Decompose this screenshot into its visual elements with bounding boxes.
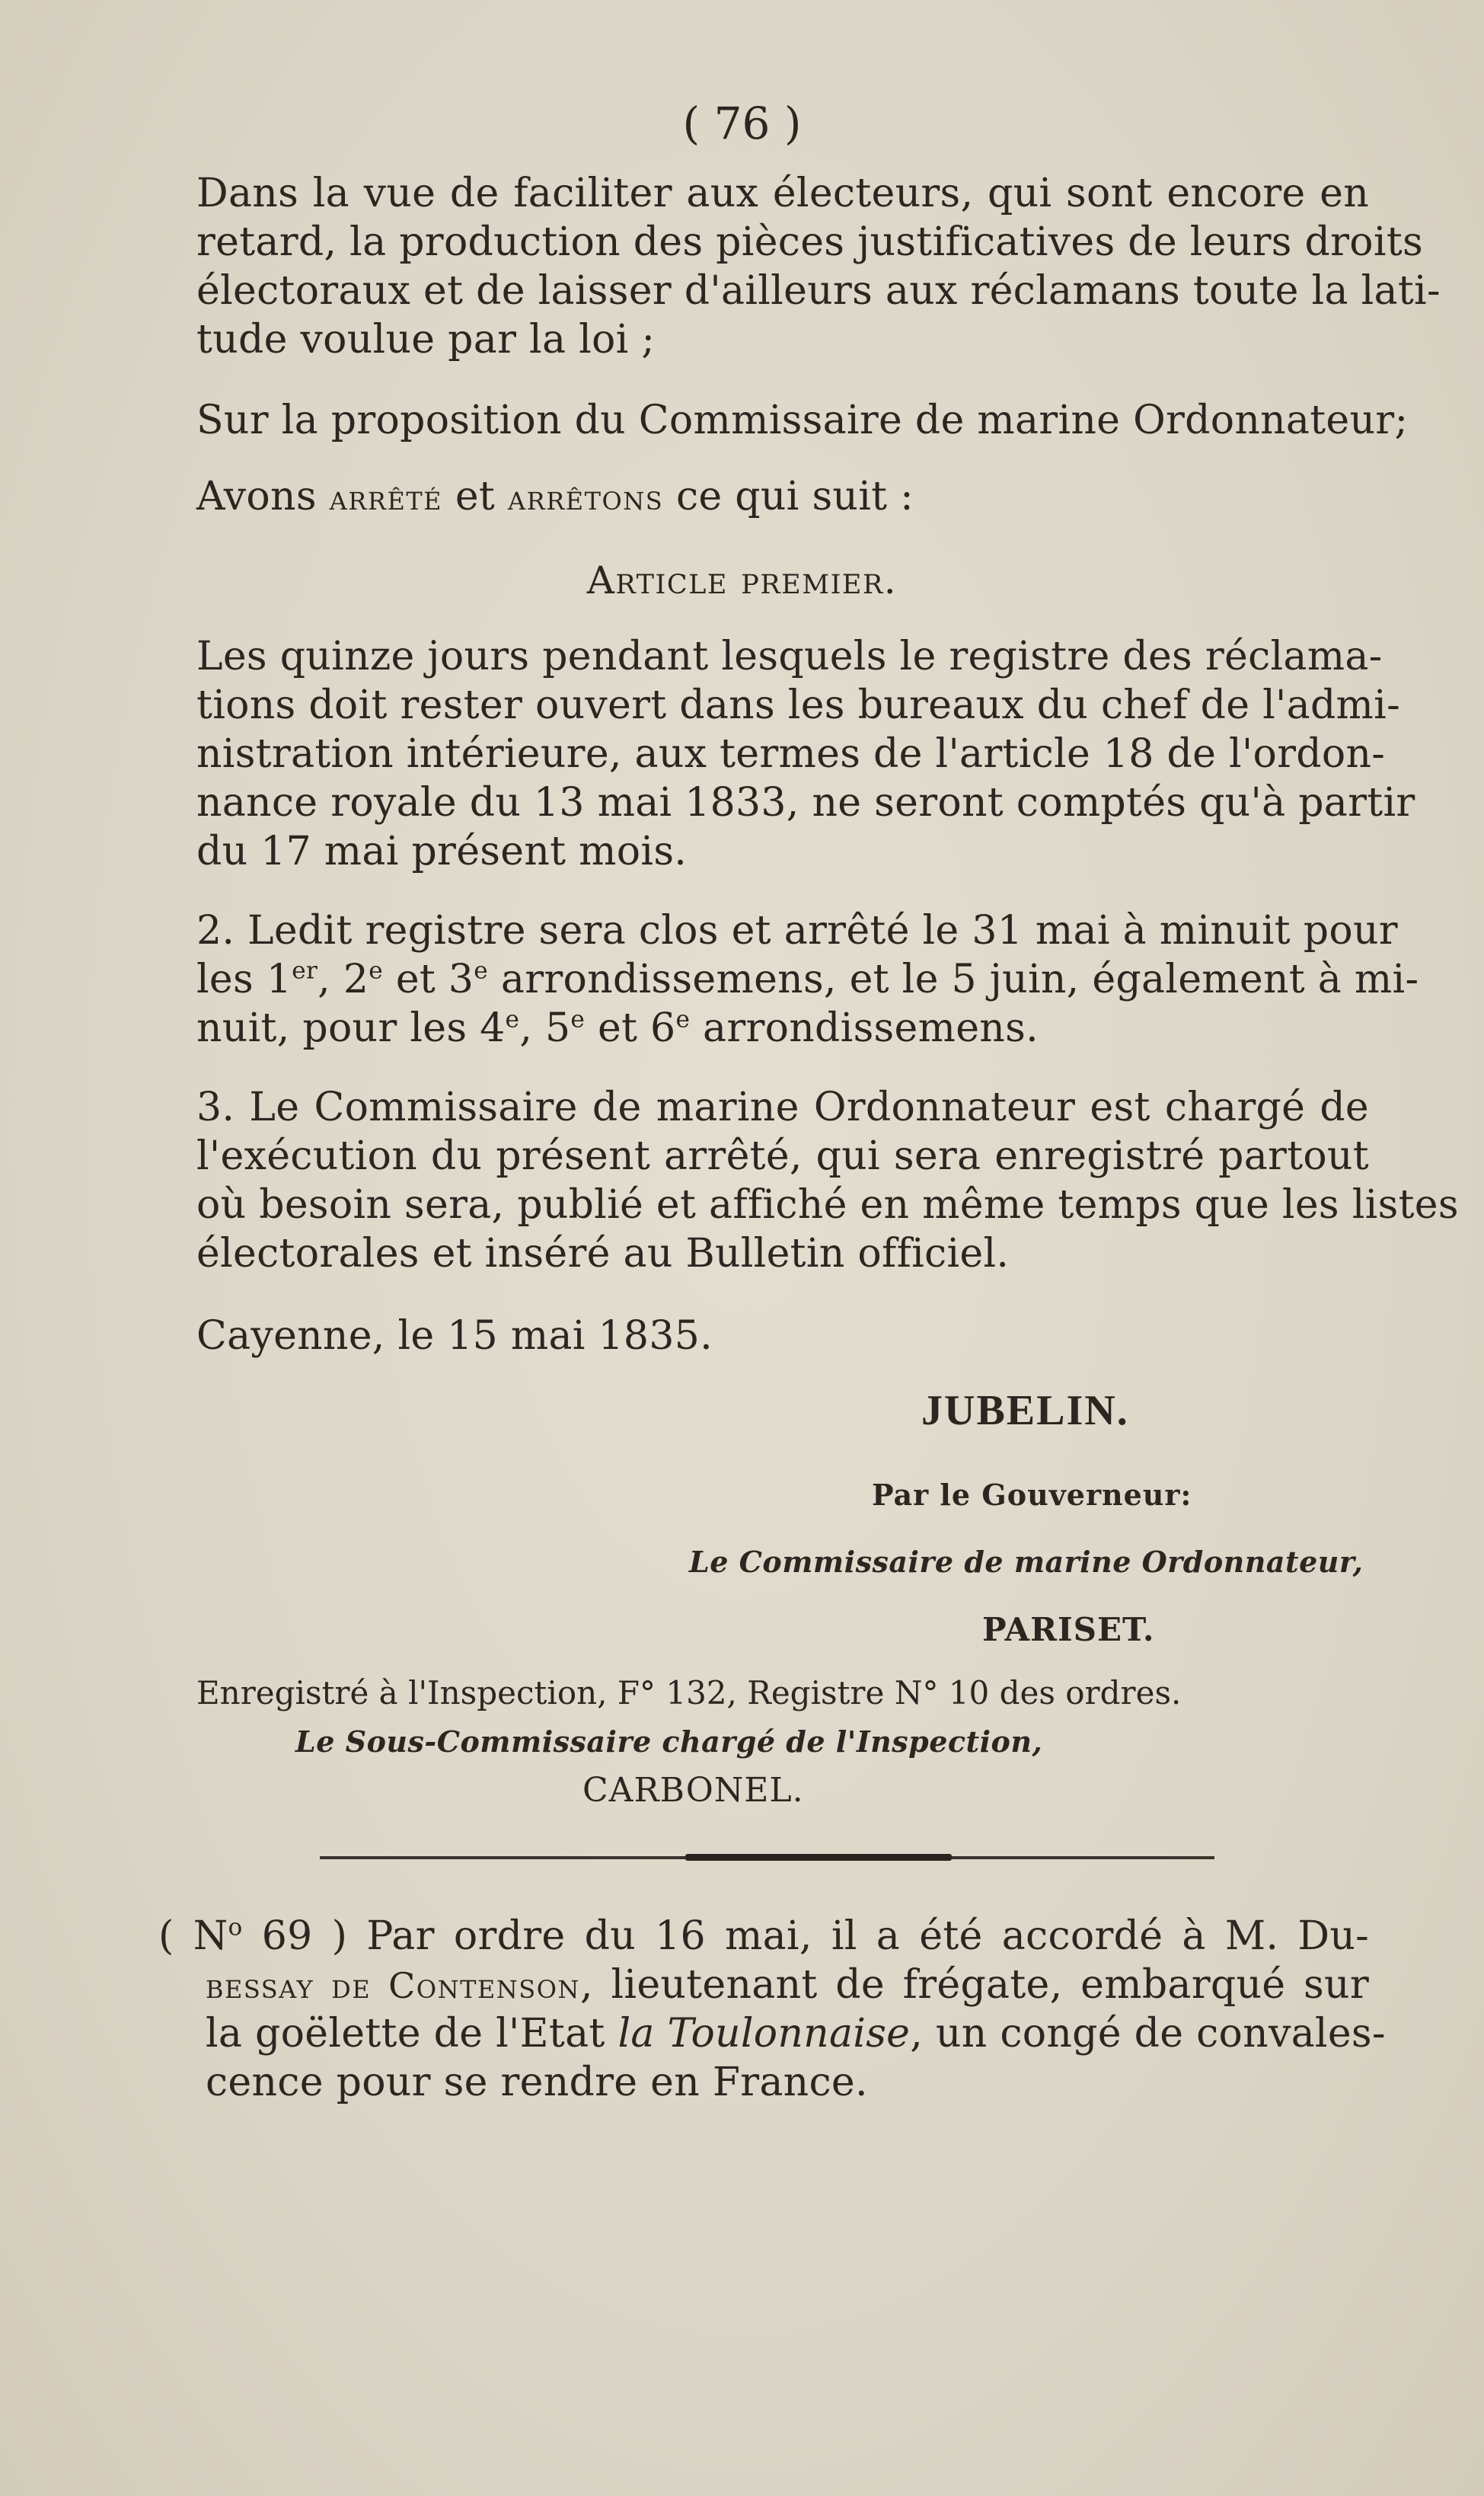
- decree-line: [196, 472, 1369, 522]
- text-line: Dans la vue de faciliter aux électeurs, qui sont encore en: [196, 171, 1369, 216]
- text-line: nuit, pour les 4e, 5e et 6e arrondissemens.: [196, 1005, 1039, 1051]
- text-line: nistration intérieure, aux termes de l'article 18 de l'ordon-: [196, 731, 1386, 777]
- text-line: tude voulue par la loi ;: [196, 317, 656, 363]
- sous-commissaire-title: Le Sous-Commissaire chargé de l'Inspection,: [295, 1724, 1043, 1759]
- governor-signature: JUBELIN.: [921, 1387, 1129, 1434]
- article-heading: Article premier.: [586, 558, 898, 602]
- text-line: bessay de Contenson, lieutenant de frégate, embarqué sur: [206, 1962, 1369, 2008]
- commissaire-name: PARISET.: [982, 1611, 1155, 1648]
- date-place: Cayenne, le 15 mai 1835.: [196, 1313, 713, 1359]
- text-line: électoraux et de laisser d'ailleurs aux réclamans toute la lati-: [196, 268, 1441, 314]
- text-line: l'exécution du présent arrêté, qui sera enregistré partout: [196, 1133, 1369, 1179]
- text-line: cence pour se rendre en France.: [206, 2060, 868, 2105]
- text-line: la goëlette de l'Etat la Toulonnaise, un congé de convales-: [206, 2011, 1386, 2057]
- page-number: ( 76 ): [682, 97, 802, 149]
- registration-line: Enregistré à l'Inspection, F° 132, Registre N° 10 des ordres.: [196, 1674, 1182, 1711]
- text-line: où besoin sera, publié et affiché en même temps que les listes: [196, 1182, 1459, 1228]
- avons-word: Avons: [196, 474, 317, 519]
- text-line: tions doit rester ouvert dans les bureaux du chef de l'admi-: [196, 682, 1400, 728]
- text-line: Sur la proposition du Commissaire de marine Ordonnateur;: [196, 398, 1409, 443]
- text-line: Les quinze jours pendant lesquels le registre des réclama-: [196, 634, 1383, 679]
- et-word: et: [455, 474, 496, 519]
- text-line: les 1er, 2e et 3e arrondissemens, et le 5 juin, également à mi-: [196, 957, 1419, 1002]
- sous-commissaire-name: CARBONEL.: [582, 1771, 804, 1810]
- text-line: 3. Le Commissaire de marine Ordonnateur est chargé de: [196, 1085, 1369, 1130]
- text-line: nance royale du 13 mai 1833, ne seront comptés qu'à partir: [196, 780, 1415, 826]
- suit-words: ce qui suit :: [675, 474, 914, 519]
- text-line: du 17 mai présent mois.: [196, 829, 688, 874]
- par-le-gouverneur: Par le Gouverneur:: [872, 1478, 1192, 1512]
- text-line: ( $N^o$ 69 ) Par ordre du 16 mai, il a été accordé à M. Du-: [158, 1913, 1370, 1959]
- separator-rule-center: [685, 1854, 952, 1861]
- text-line: retard, la production des pièces justificatives de leurs droits: [196, 219, 1424, 265]
- text-line: 2. Ledit registre sera clos et arrêté le 31 mai à minuit pour: [196, 908, 1398, 954]
- arrete-word: arrêté: [329, 477, 443, 518]
- arretons-word: arrêtons: [507, 477, 664, 518]
- text-line: électorales et inséré au Bulletin officiel.: [196, 1231, 1010, 1277]
- commissaire-title: Le Commissaire de marine Ordonnateur,: [689, 1545, 1364, 1579]
